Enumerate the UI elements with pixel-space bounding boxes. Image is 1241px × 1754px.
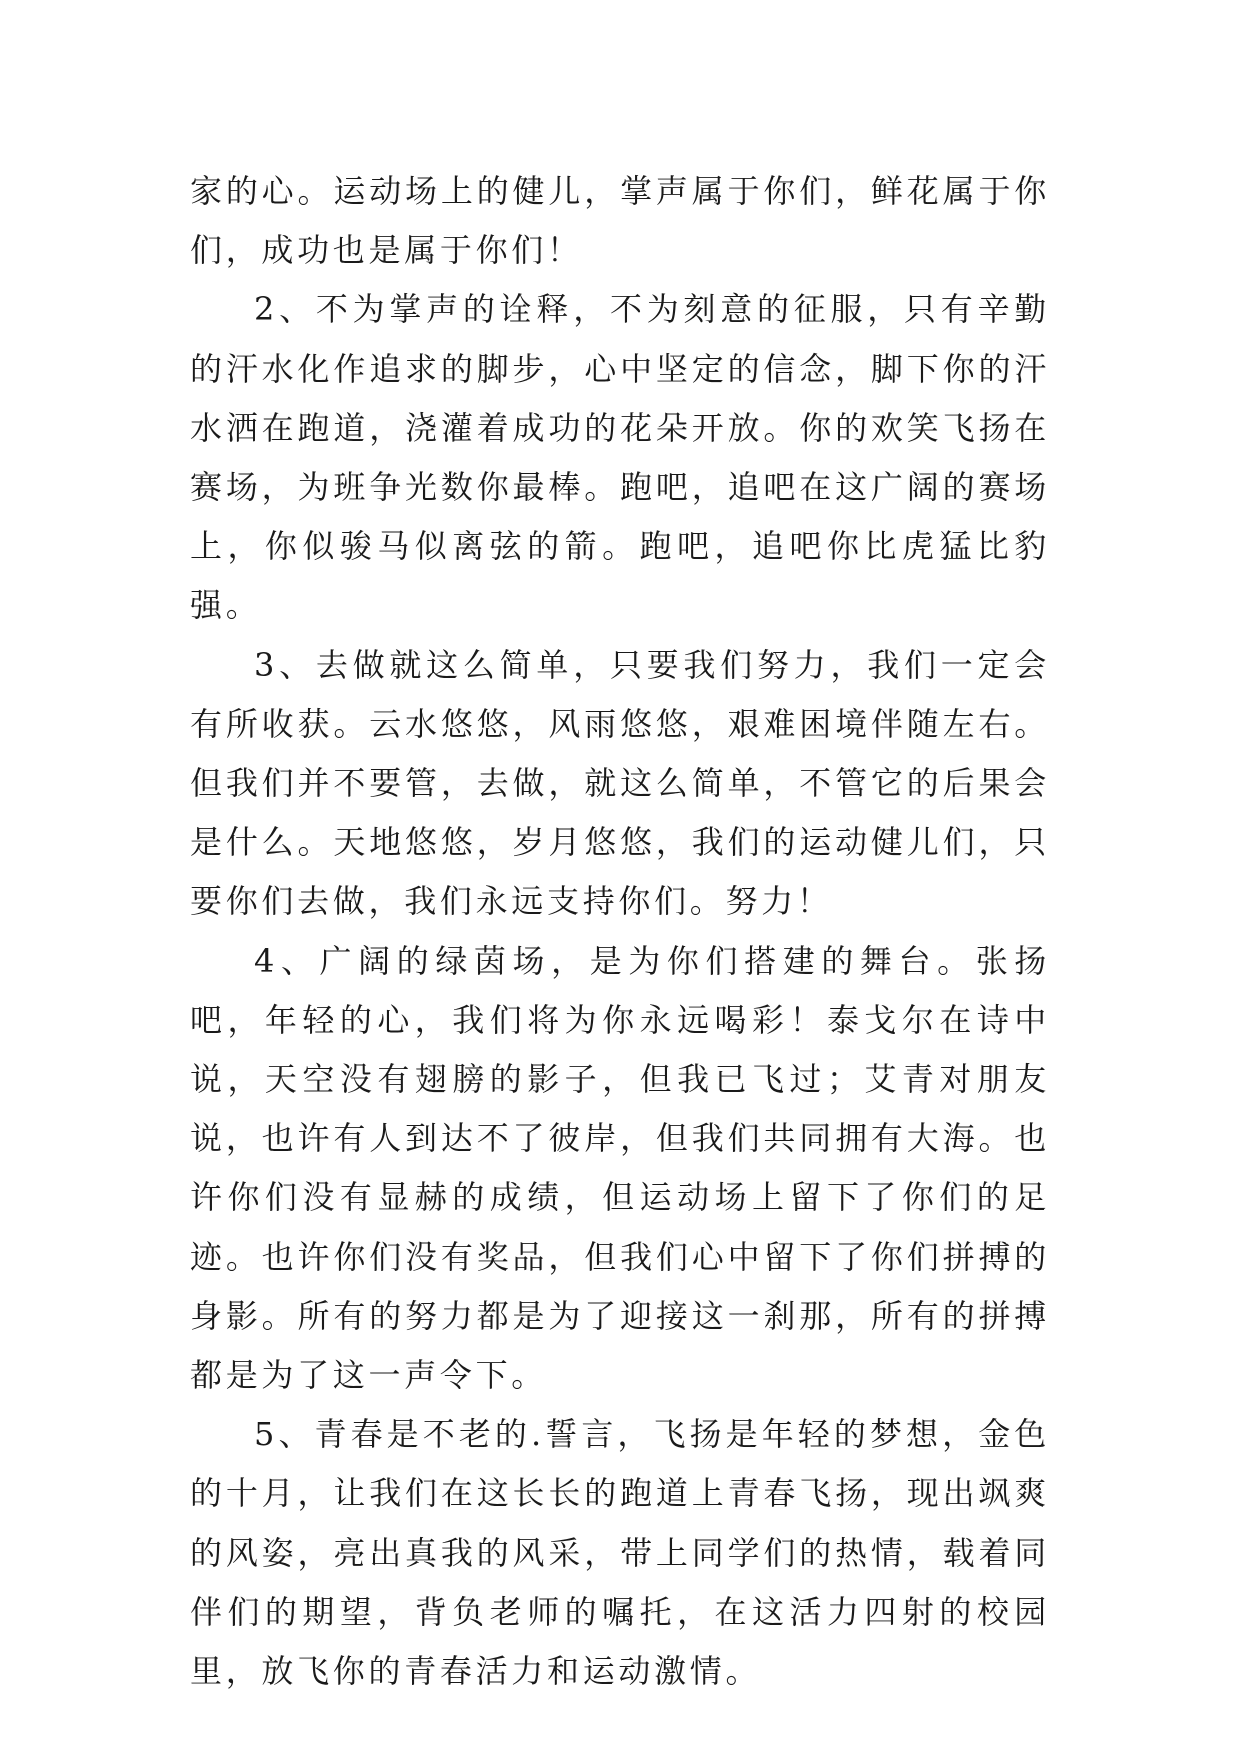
paragraph-continuation: 家的心。运动场上的健儿，掌声属于你们，鲜花属于你们，成功也是属于你们！ (190, 172, 1050, 270)
paragraph-3: 3、去做就这么简单，只要我们努力，我们一定会有所收获。云水悠悠，风雨悠悠，艰难困境伴随左右。但我们并不要管，去做，就这么简单，不管它的后果会是什么。天地悠悠，岁月悠悠，我们的运动健儿们，只要你们去做，我们永远支持你们。努力！ (190, 645, 1050, 921)
document-body (190, 162, 1050, 1701)
paragraph-5: 5、青春是不老的.誓言，飞扬是年轻的梦想，金色的十月，让我们在这长长的跑道上青春飞扬，现出飒爽的风姿，亮出真我的风采，带上同学们的热情，载着同伴们的期望，背负老师的嘱托，在这活力四射的校园里，放飞你的青春活力和运动激情。 (190, 1415, 1050, 1691)
paragraph-4: 4、广阔的绿茵场，是为你们搭建的舞台。张扬吧，年轻的心，我们将为你永远喝彩！泰戈尔在诗中说，天空没有翅膀的影子，但我已飞过；艾青对朋友说，也许有人到达不了彼岸，但我们共同拥有大海。也许你们没有显赫的成绩，但运动场上留下了你们的足迹。也许你们没有奖品，但我们心中留下了你们拼搏的身影。所有的努力都是为了迎接这一刹那，所有的拼搏都是为了这一声令下。 (190, 941, 1050, 1395)
paragraph-2: 2、不为掌声的诠释，不为刻意的征服，只有辛勤的汗水化作追求的脚步，心中坚定的信念，脚下你的汗水洒在跑道，浇灌着成功的花朵开放。你的欢笑飞扬在赛场，为班争光数你最棒。跑吧，追吧在这广阔的赛场上，你似骏马似离弦的箭。跑吧，追吧你比虎猛比豹强。 (190, 290, 1050, 625)
